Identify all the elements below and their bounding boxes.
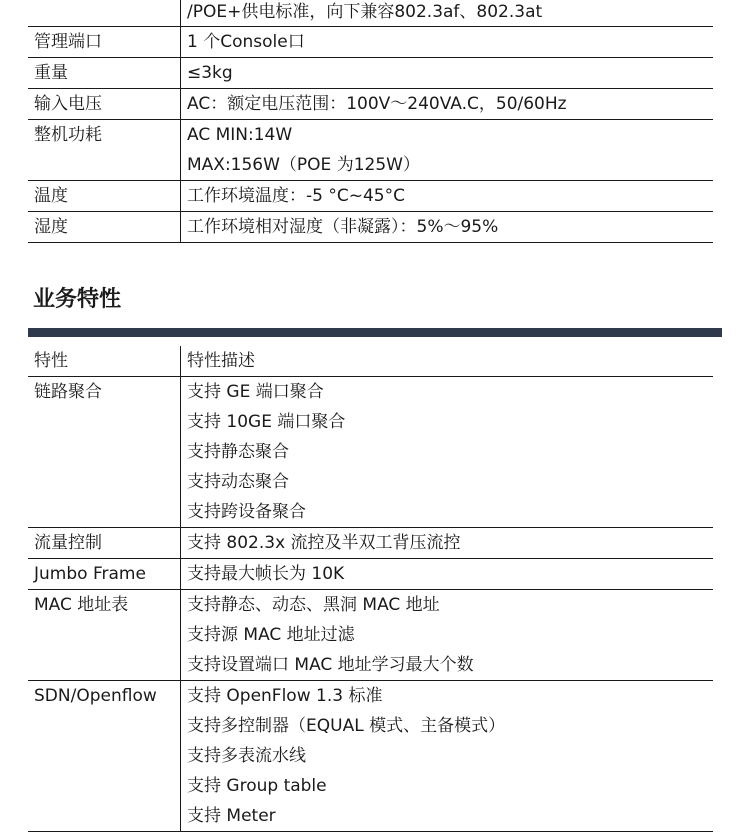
spec-row	[28, 27, 713, 58]
spec-value	[181, 27, 714, 58]
spec-table	[28, 0, 713, 243]
spec-row	[28, 120, 713, 181]
section-divider-bar	[28, 328, 722, 337]
feature-value-line: 支持静态聚合	[187, 442, 289, 462]
feature-table	[28, 346, 713, 832]
spec-value-line: AC：额定电压范围：100V～240VA.C，50/60Hz	[187, 94, 567, 114]
feature-value	[181, 528, 714, 559]
spec-row	[28, 0, 713, 27]
feature-table-header	[28, 346, 713, 377]
feature-value-line: 支持静态、动态、黑洞 MAC 地址	[187, 595, 440, 615]
feature-value	[181, 377, 714, 528]
spec-value-line: 工作环境温度：-5 °C~45°C	[187, 186, 405, 206]
feature-value	[181, 590, 714, 681]
spec-label: 重量	[28, 58, 181, 89]
feature-row	[28, 528, 713, 559]
spec-value	[181, 181, 714, 212]
feature-row	[28, 681, 713, 832]
spec-value	[181, 89, 714, 120]
spec-row	[28, 181, 713, 212]
feature-header-col1: 特性	[28, 346, 181, 377]
feature-value-line: 支持最大帧长为 10K	[187, 564, 345, 584]
spec-value-line: 1 个Console口	[187, 32, 305, 52]
feature-table-body	[28, 346, 713, 832]
spec-value-line: 工作环境相对湿度（非凝露）：5%～95%	[187, 217, 499, 237]
feature-row	[28, 377, 713, 528]
feature-value-line: 支持 10GE 端口聚合	[187, 412, 346, 432]
spec-label: 温度	[28, 181, 181, 212]
spec-table-body	[28, 0, 713, 243]
spec-value	[181, 212, 714, 243]
spec-label	[28, 0, 181, 27]
feature-value-line: 支持 GE 端口聚合	[187, 382, 324, 402]
spec-value-line: AC MIN:14W	[187, 125, 293, 145]
section-title: 业务特性	[33, 287, 122, 312]
spec-value	[181, 58, 714, 89]
feature-value-line: 支持 OpenFlow 1.3 标准	[187, 686, 383, 706]
spec-label: 输入电压	[28, 89, 181, 120]
spec-value-line: /POE+供电标准，向下兼容802.3af、802.3at	[187, 2, 543, 22]
spec-row	[28, 89, 713, 120]
feature-value-line: 支持 Meter	[187, 806, 276, 826]
spec-label: 管理端口	[28, 27, 181, 58]
spec-value	[181, 120, 714, 181]
feature-label: 链路聚合	[28, 377, 181, 528]
spec-value	[181, 0, 714, 27]
spec-value-line: ≤3kg	[187, 63, 233, 83]
spec-label: 整机功耗	[28, 120, 181, 181]
feature-row	[28, 590, 713, 681]
spec-value-line: MAX:156W（POE 为125W）	[187, 155, 420, 175]
feature-value	[181, 681, 714, 832]
feature-header-col2: 特性描述	[181, 346, 714, 377]
feature-label: SDN/Openflow	[28, 681, 181, 832]
feature-value-line: 支持源 MAC 地址过滤	[187, 625, 355, 645]
feature-row	[28, 559, 713, 590]
feature-value-line: 支持设置端口 MAC 地址学习最大个数	[187, 655, 474, 675]
spec-label: 湿度	[28, 212, 181, 243]
feature-value-line: 支持多表流水线	[187, 746, 306, 766]
spec-row	[28, 212, 713, 243]
feature-value-line: 支持动态聚合	[187, 472, 289, 492]
spec-row	[28, 58, 713, 89]
feature-label: MAC 地址表	[28, 590, 181, 681]
feature-value	[181, 559, 714, 590]
feature-value-line: 支持跨设备聚合	[187, 502, 306, 522]
feature-value-line: 支持 802.3x 流控及半双工背压流控	[187, 533, 461, 553]
feature-label: Jumbo Frame	[28, 559, 181, 590]
feature-value-line: 支持 Group table	[187, 776, 327, 796]
feature-label: 流量控制	[28, 528, 181, 559]
feature-value-line: 支持多控制器（EQUAL 模式、主备模式）	[187, 716, 506, 736]
